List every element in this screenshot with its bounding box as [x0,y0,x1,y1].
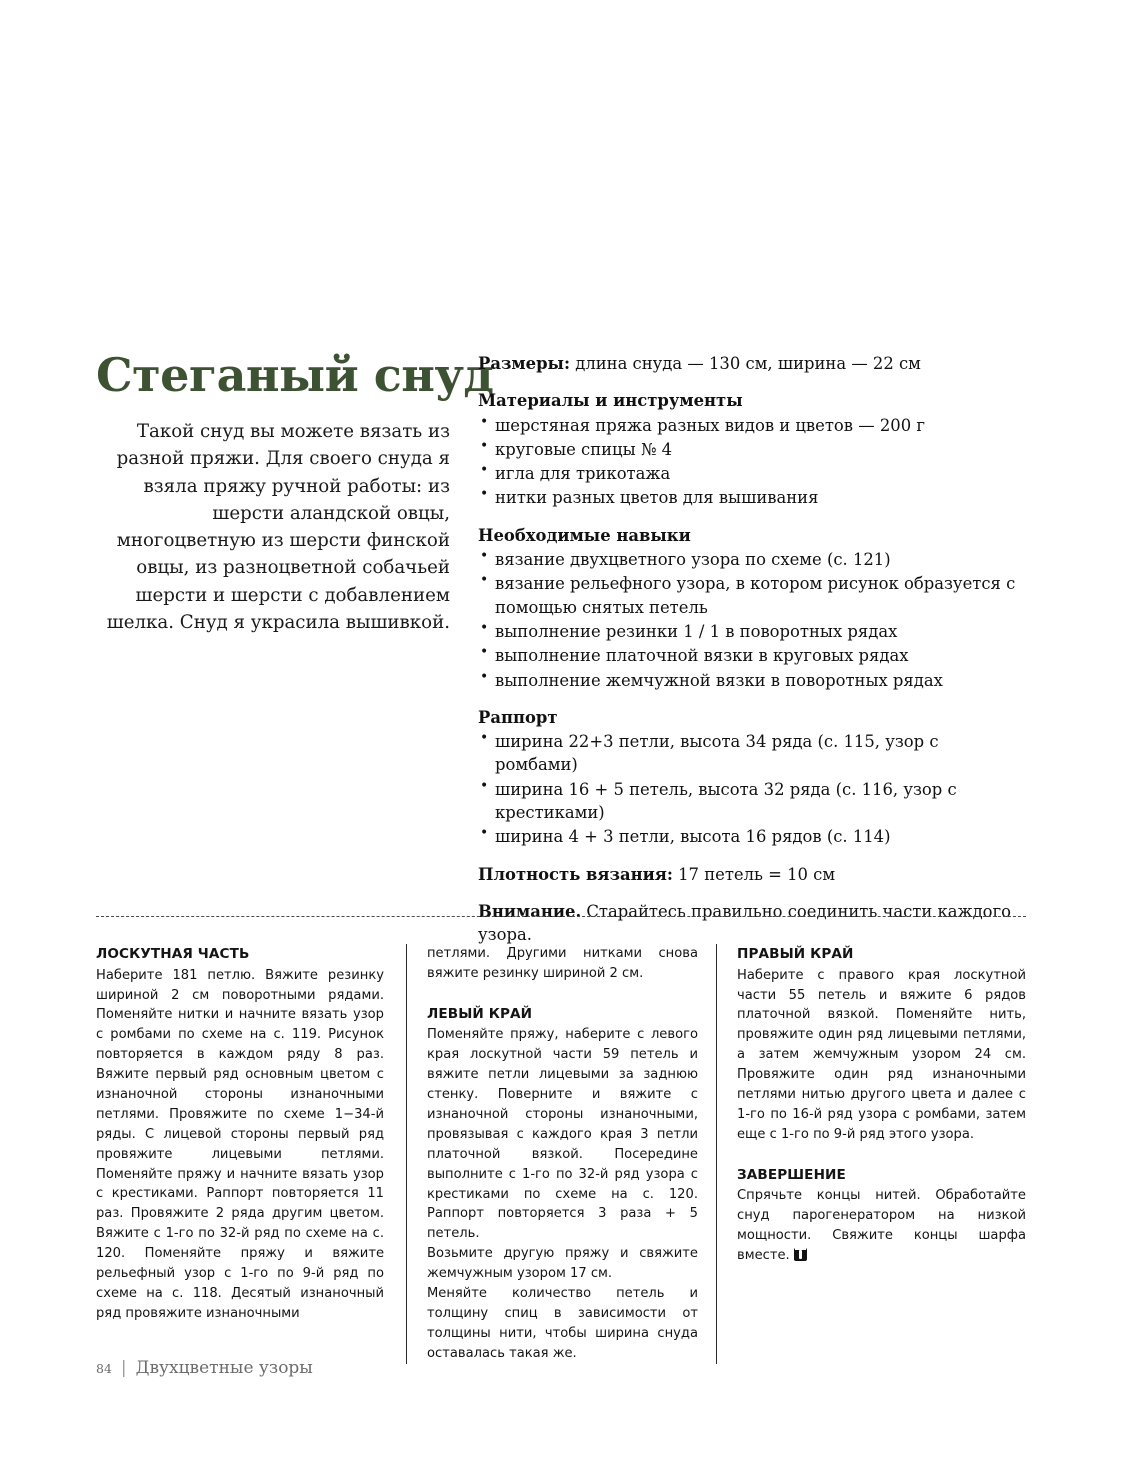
materials-group [478,389,1026,509]
finishing-body [737,1186,1026,1266]
footer-page-number: 84 [96,1361,112,1376]
instructions-block [96,944,1026,1364]
dimensions-value: длина снуда — 130 см, ширина — 22 см [570,354,921,373]
materials-list [478,414,1026,510]
list-item: • выполнение платочной вязки в круговых рядах [478,644,1026,667]
left-edge-body-2: Возьмите другую пряжу и свяжите жемчужным узором 17 см. [427,1246,698,1282]
article-header-block [96,348,1026,961]
density-label: Плотность вязания: [478,864,673,884]
list-item: • вязание двухцветного узора по схеме (с. 121) [478,548,1026,571]
density-value: 17 петель = 10 см [672,864,836,884]
patchwork-heading: ЛОСКУТНАЯ ЧАСТЬ [96,946,250,962]
left-edge-body-1: Поменяйте пряжу, наберите с левого края лоскутной части 59 петель и вяжите петли лицевыми за заднюю стенку. Поверните и вяжите с изнаночной стороны изнаночными, провязывая с каждого края 3 петли платочной вязкой. Посередине выполните с 1-го по 32-й ряд узора с крестиками по схеме на с. 120. Раппорт повторяется 3 раза + 5 петель. [427,1027,698,1242]
skills-list [478,548,1026,692]
specs-column [468,352,1026,961]
list-item: • круговые спицы № 4 [478,438,1026,461]
rapport-group [478,706,1026,849]
finishing-heading: ЗАВЕРШЕНИЕ [737,1166,846,1183]
attention-line [478,900,1026,947]
attention-value: Старайтесь правильно соединить части каждого узора. [478,901,1012,945]
right-edge-body: Наберите с правого края лоскутной части 55 петель и вяжите 6 рядов платочной вязкой. Поменяйте нить, провяжите один ряд лицевыми петлями, а затем жемчужным узором 24 см. Провяжите один ряд изнаночными петлями нитью другого цвета и далее с 1-го по 16-й ряд узора с ромбами, затем еще с 1-го по 9-й ряд этого узора. [737,967,1026,1142]
list-item: • ширина 22+3 петли, высота 34 ряда (с. 115, узор с ромбами) [478,730,1026,777]
skills-heading: Необходимые навыки [478,525,691,545]
list-item: • ширина 4 + 3 петли, высота 16 рядов (с. 114) [478,825,1026,848]
footer-separator: | [120,1358,127,1378]
footer-section-title: Двухцветные узоры [135,1358,313,1378]
page-title: Стеганый снуд [96,348,494,402]
left-edge-body-3: Меняйте количество петель и толщину спиц в зависимости от толщины нити, чтобы ширина снуда оставалась такая же. [427,1286,698,1361]
page-footer [96,1358,313,1378]
list-item: • вязание рельефного узора, в котором рисунок образуется с помощью снятых петель [478,572,1026,619]
patchwork-continuation: петлями. Другими нитками снова вяжите резинку шириной 2 см. [427,946,698,981]
instructions-column-left [96,944,406,1364]
list-item: • ширина 16 + 5 петель, высота 32 ряда (с. 116, узор с крестиками) [478,778,1026,825]
dimensions-label: Размеры: [478,354,571,373]
materials-heading: Материалы и инструменты [478,391,743,411]
instructions-column-middle [406,944,716,1364]
rapport-heading: Раппорт [478,707,558,727]
list-item: • нитки разных цветов для вышивания [478,486,1026,509]
list-item: • выполнение жемчужной вязки в поворотных рядах [478,669,1026,692]
left-edge-heading: ЛЕВЫЙ КРАЙ [427,1005,533,1022]
list-item: • шерстяная пряжа разных видов и цветов — 200 г [478,414,1026,437]
intro-paragraph: Такой снуд вы можете вязать из разной пряжи. Для своего снуда я взяла пряжу ручной работы: из шерсти аландской овцы, многоцветную из шерсти финской овцы, из разноцветной собачьей шерсти и шерсти с добавлением шелка. Снуд я украсила вышивкой. [106,421,450,634]
intro-column [96,348,494,961]
yarn-ball-endmark-icon [794,1248,807,1261]
attention-label: Внимание. [478,901,582,921]
right-edge-heading: ПРАВЫЙ КРАЙ [737,946,854,962]
list-item: • выполнение резинки 1 / 1 в поворотных рядах [478,620,1026,643]
rapport-list [478,730,1026,848]
patchwork-body: Наберите 181 петлю. Вяжите резинку шириной 2 см поворотными рядами. Поменяйте нитки и начните вязать узор с ромбами по схеме на с. 119. Рисунок повторяется в каждом ряду 8 раз. Вяжите первый ряд основным цветом с изнаночной стороны изнаночными петлями. Провяжите по схеме 1−34-й ряды. С лицевой стороны первый ряд провяжите лицевыми петлями. Поменяйте пряжу и начните вязать узор с крестиками. Раппорт повторяется 11 раз. Провяжите 2 ряда другим цветом. Вяжите с 1-го по 32-й ряд по схеме на с. 120. Поменяйте пряжу и вяжите рельефный узор с 1-го по 9-й ряд по схеме на с. 118. Десятый изнаночный ряд провяжите изнаночными [96,967,384,1321]
density-line [478,863,1026,886]
list-item: • игла для трикотажа [478,462,1026,485]
finishing-text: Спрячьте концы нитей. Обработайте снуд парогенератором на низкой мощности. Свяжите концы шарфа вместе. [737,1188,1026,1263]
skills-group [478,524,1026,692]
dimensions-line [478,352,1026,375]
section-divider [96,916,1026,917]
instructions-column-right [716,944,1026,1364]
